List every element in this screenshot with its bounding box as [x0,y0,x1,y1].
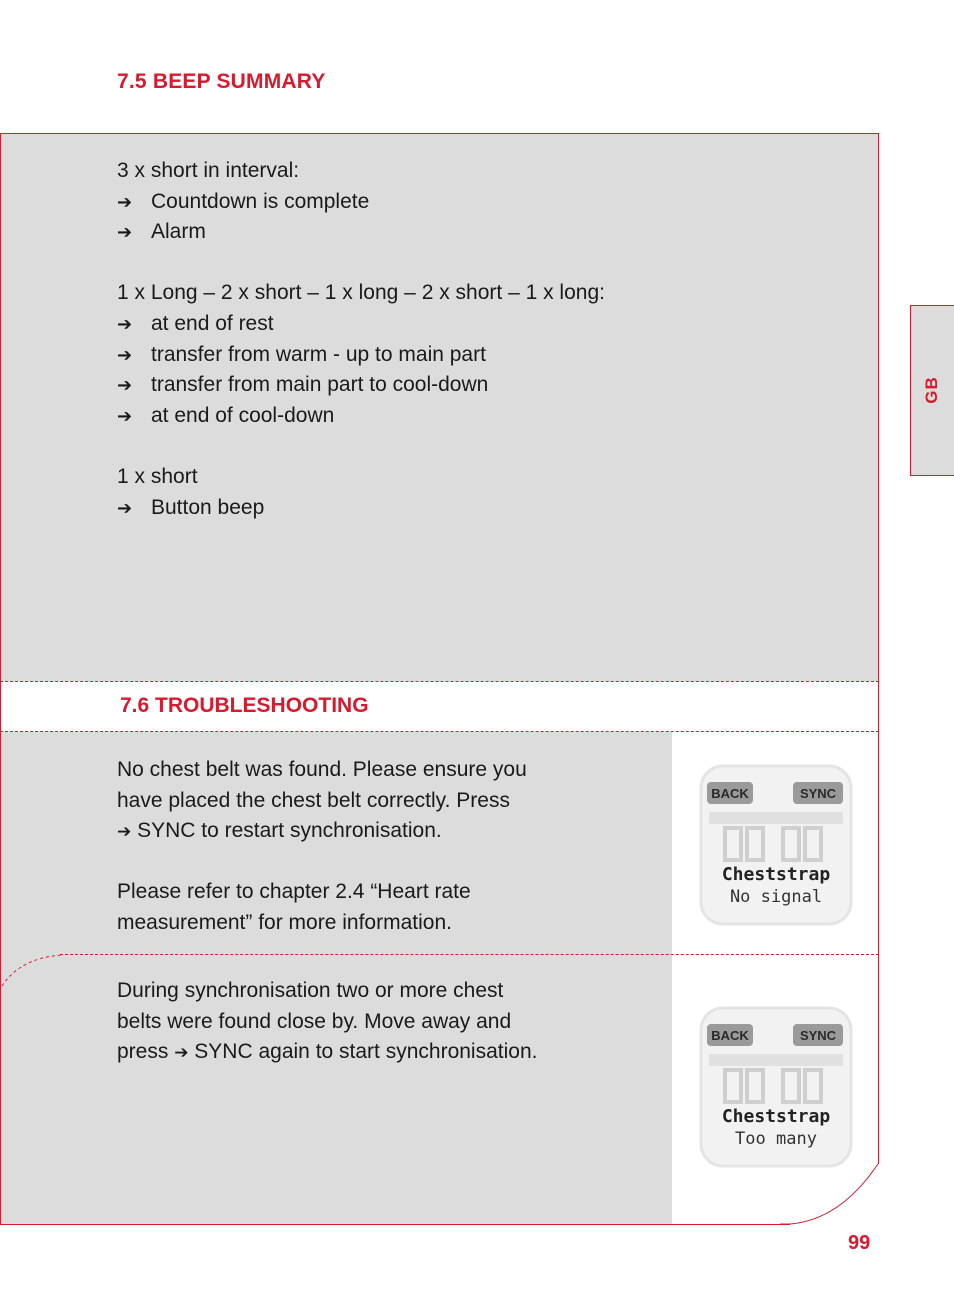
list-item: ➔ at end of cool-down [117,401,605,432]
group-header: 1 x Long – 2 x short – 1 x long – 2 x short – 1 x long: [117,281,605,305]
arrow-icon: ➔ [117,822,132,842]
display-sync-label: SYNC [799,1028,837,1043]
beep-summary-title: 7.5 BEEP SUMMARY [117,70,326,93]
curve-decoration [0,950,70,990]
display-back-label: BACK [711,1028,749,1043]
display-line2: No signal [729,887,823,907]
list-item: ➔ Countdown is complete [117,187,605,218]
arrow-icon: ➔ [117,497,133,518]
display-sync-label: SYNC [799,786,837,801]
beep-summary-text [117,156,605,523]
page-number: 99 [848,1232,871,1254]
bottom-border [0,1224,790,1225]
list-item: ➔ Button beep [117,493,605,524]
display-line2: Too many [735,1129,817,1149]
group-header: 3 x short in interval: [117,159,300,182]
group-header: 1 x short [117,464,198,488]
arrow-icon: ➔ [117,313,133,334]
frame-border [878,732,879,1164]
arrow-icon: ➔ [117,222,133,243]
display-back-label: BACK [711,786,749,801]
list-item: ➔ at end of rest [117,309,605,340]
troubleshooting-title: 7.6 TROUBLESHOOTING [120,694,369,717]
section-divider [60,954,879,955]
list-item: ➔ transfer from main part to cool-down [117,370,605,401]
arrow-icon: ➔ [117,191,133,212]
display-line1: Cheststrap [721,864,831,885]
list-item: ➔ transfer from warm - up to main part [117,340,605,371]
arrow-icon: ➔ [117,344,133,365]
watch-display-too-many [697,1002,855,1172]
list-item: ➔ Alarm [117,217,605,248]
arrow-icon: ➔ [117,405,133,426]
case1-text: No chest belt was found. Please ensure you have placed the chest belt correctly. Press ➔ SYNC to restart synchronisation. Please refer to chapter 2.4 “Heart rate measurement” for more information. [117,758,527,934]
arrow-icon: ➔ [117,375,133,396]
language-tab-label: GB [922,376,941,404]
case2-text: During synchronisation two or more chest belts were found close by. Move away and press ➔ SYNC again to start synchronisation. [117,979,538,1064]
arrow-icon: ➔ [174,1043,189,1063]
watch-display-no-signal [697,760,855,930]
display-line1: Cheststrap [721,1106,831,1127]
